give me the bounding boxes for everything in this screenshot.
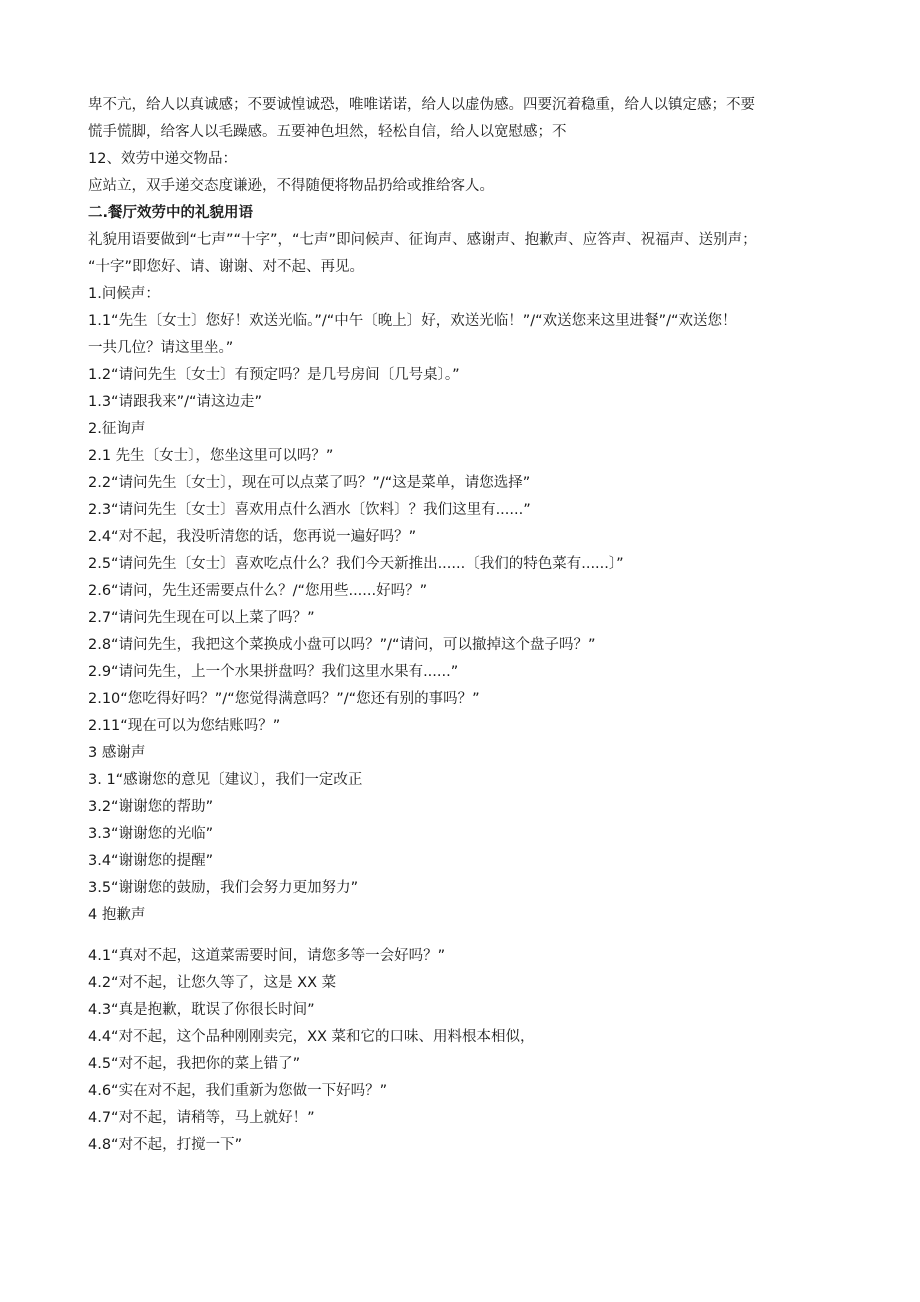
list-item: 2.6“请问，先生还需要点什么？/“您用些......好吗？” bbox=[88, 583, 428, 599]
list-item: 2.7“请问先生现在可以上菜了吗？” bbox=[88, 610, 315, 626]
document-page bbox=[88, 92, 836, 1159]
list-item: 2.1 先生〔女士〕，您坐这里可以吗？” bbox=[88, 448, 334, 464]
list-item: 2.9“请问先生，上一个水果拼盘吗？我们这里水果有......” bbox=[88, 664, 459, 680]
paragraph-line: “十字”即您好、请、谢谢、对不起、再见。 bbox=[88, 259, 365, 275]
list-item: 3. 1“感谢您的意见〔建议〕，我们一定改正 bbox=[88, 772, 363, 788]
section-heading: 1.问候声： bbox=[88, 286, 160, 302]
list-item: 4.6“实在对不起，我们重新为您做一下好吗？” bbox=[88, 1083, 388, 1099]
list-item: 1.1“先生〔女士〕您好！欢送光临。”/“中午〔晚上〕好，欢送光临！”/“欢送您来这里进餐”/“欢送您！ bbox=[88, 313, 737, 329]
list-item: 4.1“真对不起，这道菜需要时间，请您多等一会好吗？” bbox=[88, 948, 446, 964]
section-heading: 4 抱歉声 bbox=[88, 907, 146, 923]
list-item: 2.5“请问先生〔女士〕喜欢吃点什么？我们今天新推出......〔我们的特色菜有......〕” bbox=[88, 556, 624, 572]
list-item: 2.8“请问先生，我把这个菜换成小盘可以吗？”/“请问，可以撤掉这个盘子吗？” bbox=[88, 637, 596, 653]
list-item: 3.5“谢谢您的鼓励，我们会努力更加努力” bbox=[88, 880, 359, 896]
list-item: 3.3“谢谢您的光临” bbox=[88, 826, 214, 842]
list-item: 2.10“您吃得好吗？”/“您觉得满意吗？”/“您还有别的事吗？” bbox=[88, 691, 480, 707]
list-item: 4.2“对不起，让您久等了，这是 XX 菜 bbox=[88, 975, 337, 991]
blank-line bbox=[88, 929, 836, 943]
list-item: 4.7“对不起，请稍等，马上就好！” bbox=[88, 1110, 315, 1126]
list-item: 4.8“对不起，打搅一下” bbox=[88, 1137, 243, 1153]
list-item: 1.3“请跟我来”/“请这边走” bbox=[88, 394, 262, 410]
paragraph-line: 礼貌用语要做到“七声”“十字”，“七声”即问候声、征询声、感谢声、抱歉声、应答声、祝福声、送别声； bbox=[88, 232, 757, 248]
section-heading: 12、效劳中递交物品： bbox=[88, 151, 237, 167]
list-item: 3.4“谢谢您的提醒” bbox=[88, 853, 214, 869]
list-item: 4.5“对不起，我把你的菜上错了” bbox=[88, 1056, 301, 1072]
list-item: 4.4“对不起，这个品种刚刚卖完，XX 菜和它的口味、用料根本相似， bbox=[88, 1029, 535, 1045]
section-heading: 2.征询声 bbox=[88, 421, 146, 437]
list-item: 2.3“请问先生〔女士〕喜欢用点什么酒水〔饮料〕？我们这里有......” bbox=[88, 502, 531, 518]
list-item: 3.2“谢谢您的帮助” bbox=[88, 799, 214, 815]
list-item: 4.3“真是抱歉，耽误了你很长时间” bbox=[88, 1002, 315, 1018]
list-item: 2.4“对不起，我没听清您的话，您再说一遍好吗？” bbox=[88, 529, 417, 545]
section-title: 二.餐厅效劳中的礼貌用语 bbox=[88, 205, 254, 221]
paragraph-line: 慌手慌脚，给客人以毛躁感。五要神色坦然，轻松自信，给人以宽慰感；不 bbox=[88, 124, 567, 140]
paragraph-line: 应站立，双手递交态度谦逊，不得随便将物品扔给或推给客人。 bbox=[88, 178, 494, 194]
paragraph-line: 卑不亢，给人以真诚感；不要诚惶诚恐，唯唯诺诺，给人以虚伪感。四要沉着稳重，给人以镇定感；不要 bbox=[88, 97, 755, 113]
list-item: 2.11“现在可以为您结账吗？” bbox=[88, 718, 281, 734]
list-item: 1.2“请问先生〔女士〕有预定吗？是几号房间〔几号桌〕。” bbox=[88, 367, 460, 383]
section-heading: 3 感谢声 bbox=[88, 745, 146, 761]
list-item: 2.2“请问先生〔女士〕，现在可以点菜了吗？”/“这是菜单，请您选择” bbox=[88, 475, 531, 491]
list-item: 一共几位？请这里坐。” bbox=[88, 340, 234, 356]
